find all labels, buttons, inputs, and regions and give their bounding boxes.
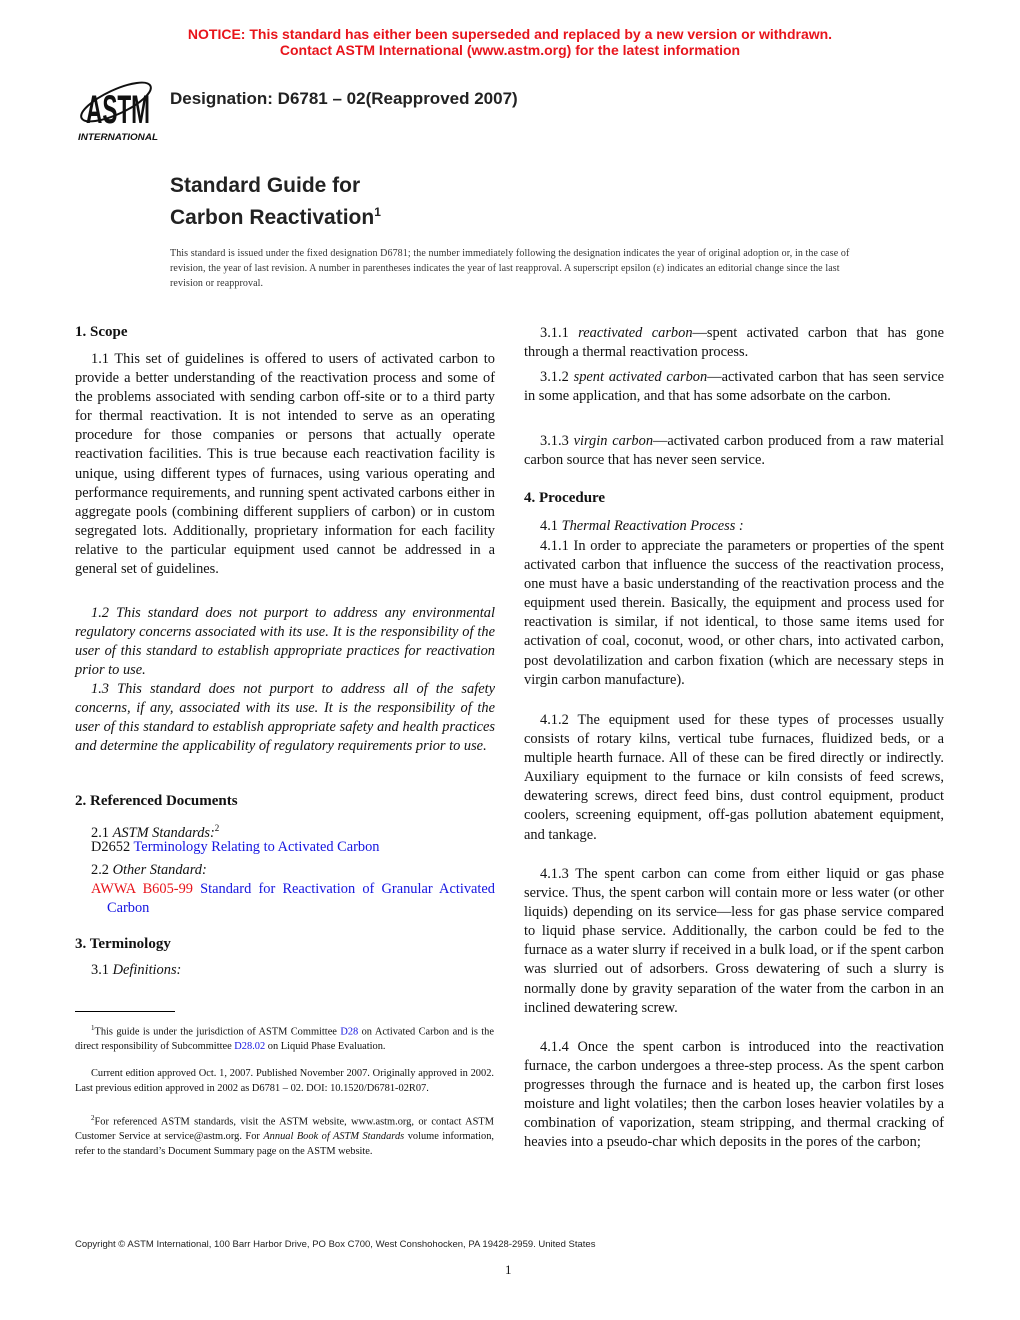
section-heading-procedure: 4. Procedure [524, 490, 606, 506]
reference-code: AWWA B605-99 [91, 881, 201, 897]
paragraph-4-1-2: 4.1.2 The equipment used for these types of processes usually consists of rotary kilns, vertical tube furnaces, fluidized beds, or a multiple hearth furnace. All of these can be fired directly or indirectly. Auxiliary equipment to the furnace or kiln consists of feed screws, dewatering screws, direct feed bins, dust control equipment, product coolers, screening equipment, off-gas pollution abatement equipment, and tankage. [524, 712, 944, 843]
paragraph-3-1: 3.1 Definitions: [91, 962, 182, 978]
title-line-1: Standard Guide for [170, 174, 361, 197]
reference-code: D2652 [91, 839, 134, 855]
issuance-note: This standard is issued under the fixed designation D6781; the number immediately following the designation indicates the year of original adoption or, in the case of revision, the year of last revision. A number in parentheses indicates the year of last reapproval. A superscript epsilon (ε) indicates an editorial change since the last revision or reapproval. [170, 248, 850, 289]
reference-link[interactable]: Terminology Relating to Activated Carbon [133, 839, 380, 855]
paragraph-4-1-1: 4.1.1 In order to appreciate the parameters or properties of the spent activated carbon that influence the success of the reactivation process, one must have a basic understanding of the reactivation process and the equipment used therein. Basically, the equipment and process used for reactivation is similar, if not identical, to those same items used for activation of coal, coconut, wood, or other chars, into activated carbon, post devolatilization and carbon fixation (which are necessary steps in virgin carbon manufacture). [524, 538, 944, 688]
reference-d2652[interactable] [91, 838, 495, 857]
paragraph-4-1-4: 4.1.4 Once the spent carbon is introduced into the reactivation furnace, the carbon undergoes a three-step process. As the spent carbon progresses through the furnace and is heated up, the carbon first loses moisture and light volatiles; then the carbon loses heavier volatiles by a combination of vaporization, steam stripping, and thermal cracking of heavies into a pseudo-char which deposits in the pores of the carbon; [524, 1039, 944, 1151]
footnote-2: $^2$For referenced ASTM standards, visit the ASTM website, www.astm.org, or contact ASTM Customer Service at service@astm.org. For Annual Book of ASTM Standards volume information, refer to the standard’s Document Summary page on the ASTM website. [75, 1114, 494, 1158]
withdrawal-notice [0, 26, 1020, 58]
paragraph-1-1: 1.1 This set of guidelines is offered to users of activated carbon to provide a better understanding of the reactivation process and some of the problems associated with sending carbon off-site or to a third party for thermal reactivation. It is not intended to serve as an operating procedure for those companies or persons that actually operate reactivation facilities. This is true because each reactivation facility is unique, using different types of furnaces, using various operating and performance requirements, and running spent activated carbons either in aggregate pools (combining different suppliers of carbon) or in custom segregated lots. Additionally, proprietary information for each facility relative to the particular equipment used cannot be addressed in a general set of guidelines. [75, 351, 495, 578]
section-heading-scope: 1. Scope [75, 324, 128, 340]
committee-link[interactable]: D28 [340, 1026, 359, 1038]
definition-spent-activated-carbon: 3.1.2 spent activated carbon—activated carbon that has seen service in some application, and that has some adsorbate on the carbon. [524, 369, 944, 405]
reference-link[interactable]: Standard for Reactivation of Granular Activated Carbon [107, 881, 495, 917]
paragraph-2-1: 2.1 ASTM Standards:$^2$ [91, 823, 220, 841]
svg-text:ASTM: ASTM [86, 88, 150, 132]
title-footnote-ref: 1 [374, 205, 381, 219]
definition-reactivated-carbon: 3.1.1 reactivated carbon—spent activated carbon that has gone through a thermal reactivation process. [524, 325, 944, 361]
footnote-divider [75, 1011, 175, 1012]
reference-awwa[interactable] [91, 880, 495, 918]
page-number: 1 [505, 1262, 512, 1277]
copyright: Copyright © ASTM International, 100 Barr Harbor Drive, PO Box C700, West Conshohocken, PA 19428-2959. United States [75, 1239, 596, 1250]
section-heading-terminology: 3. Terminology [75, 936, 171, 952]
svg-text:INTERNATIONAL: INTERNATIONAL [78, 132, 158, 142]
section-heading-referenced-documents: 2. Referenced Documents [75, 793, 238, 809]
definition-virgin-carbon: 3.1.3 virgin carbon—activated carbon produced from a raw material carbon source that has never seen service. [524, 433, 944, 469]
notice-line-1: NOTICE: This standard has either been superseded and replaced by a new version or withdrawn. [187, 26, 833, 42]
subcommittee-link[interactable]: D28.02 [234, 1041, 266, 1053]
paragraph-2-2: 2.2 Other Standard: [91, 862, 207, 878]
footnote-1: $^1$This guide is under the jurisdiction of ASTM Committee D28 on Activated Carbon and is the direct responsibility of Subcommittee D28.02 on Liquid Phase Evaluation. [75, 1024, 494, 1053]
paragraph-1-3: 1.3 This standard does not purport to address all of the safety concerns, if any, associated with its use. It is the responsibility of the user of this standard to establish appropriate safety and health practices and determine the applicability of regulatory requirements prior to use. [75, 681, 495, 755]
footnote-edition: Current edition approved Oct. 1, 2007. Published November 2007. Originally approved in 2002. Last previous edition approved in 2002 as D6781 – 02. DOI: 10.1520/D6781-02R07. [75, 1068, 494, 1094]
paragraph-4-1-3: 4.1.3 The spent carbon can come from either liquid or gas phase service. Thus, the spent carbon will contain more or less water (or other liquids) depending on its service—less for gas phase service compared to liquid phase service. Additionally, the carbon could be fed to the furnace as a water slurry if received in a bulk load, or if the spent carbon was slurried out of adsorbers. Gross dewatering of such a slurry is normally done by gravity separation of the water from the carbon in an inclined dewatering screw. [524, 866, 944, 1016]
title-line-2: Carbon Reactivation [170, 206, 375, 229]
astm-logo [76, 68, 160, 144]
paragraph-1-2: 1.2 This standard does not purport to address any environmental regulatory concerns associated with its use. It is the responsibility of the user of this standard to establish appropriate practices for reactivation prior to use. [75, 605, 495, 679]
notice-line-2: Contact ASTM International (www.astm.org) for the latest information [279, 42, 741, 58]
designation: Designation: D6781 – 02(Reapproved 2007) [170, 89, 518, 108]
paragraph-4-1: 4.1 Thermal Reactivation Process : [540, 518, 744, 534]
document-title [170, 173, 381, 231]
